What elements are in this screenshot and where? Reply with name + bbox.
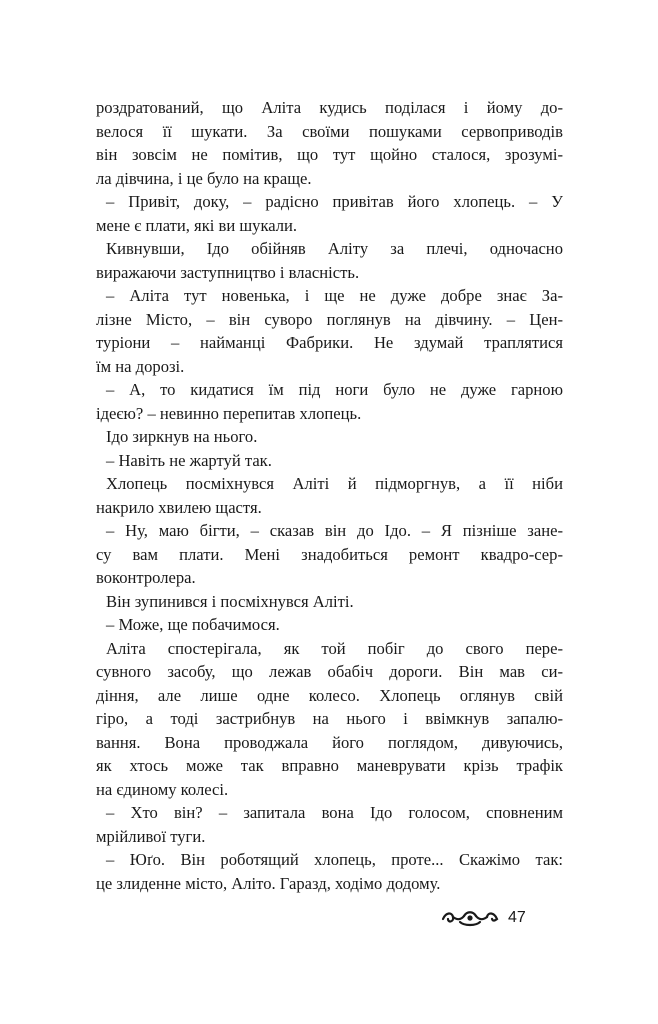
text-line: як хтось може так вправно маневрувати крізь трафік [96, 756, 563, 775]
text-line: ла дівчина, і це було на краще. [96, 168, 312, 188]
text-line: мрійливої туги. [96, 826, 206, 846]
text-line: – Може, ще побачимося. [106, 615, 280, 634]
text-line: роздратований, що Аліта кудись поділася і йому до- [96, 98, 563, 117]
text-line: вання. Вона проводжала його поглядом, дивуючись, [96, 732, 563, 752]
text-line: діння, але лише одне колесо. Хлопець оглянув свій [96, 685, 563, 705]
text-line: ідеєю? – невинно перепитав хлопець. [96, 403, 362, 423]
page-footer [440, 906, 540, 930]
page-number: 47 [508, 909, 526, 926]
text-line: на єдиному колесі. [96, 779, 229, 799]
text-line: він зовсім не помітив, що тут щойно сталося, зрозумі- [96, 145, 563, 164]
text-line: су вам плати. Мені знадобиться ремонт квадро-сер- [96, 544, 563, 564]
text-line: виражаючи заступництво і власність. [96, 262, 360, 282]
text-line: лізне Місто, – він суворо поглянув на дівчину. – Цен- [96, 309, 563, 329]
text-line: – Ну, маю бігти, – сказав він до Ідо. – Я пізніше зане- [106, 521, 563, 540]
text-line: – А, то кидатися їм під ноги було не дуже гарною [106, 380, 563, 399]
text-line: Хлопець посміхнувся Аліті й підморгнув, а її ніби [106, 474, 563, 493]
text-line: накрило хвилею щастя. [96, 497, 262, 517]
text-line: – Навіть не жартуй так. [106, 450, 272, 470]
body-text [96, 96, 563, 895]
text-line: – Аліта тут новенька, і ще не дуже добре знає За- [106, 286, 563, 305]
text-line: Ідо зиркнув на нього. [106, 427, 258, 446]
ornament-icon [440, 908, 500, 928]
text-line: воконтролера. [96, 568, 196, 587]
text-line: – Хто він? – запитала вона Ідо голосом, сповненим [106, 803, 563, 822]
text-line: Кивнувши, Ідо обійняв Аліту за плечі, одночасно [106, 239, 563, 258]
text-line: туріони – найманці Фабрики. Не здумай траплятися [96, 333, 563, 352]
text-line: гіро, а тоді застрибнув на нього і ввімкнув запалю- [96, 709, 563, 728]
text-line: Аліта спостерігала, як той побіг до свого пере- [106, 638, 563, 658]
text-line: їм на дорозі. [96, 356, 185, 376]
text-line: сувного засобу, що лежав обабіч дороги. Він мав си- [96, 662, 563, 681]
text-line: – Привіт, доку, – радісно привітав його хлопець. – У [106, 192, 563, 211]
text-line: велося її шукати. За своїми пошуками сервоприводів [96, 121, 563, 141]
text-line: мене є плати, які ви шукали. [96, 215, 298, 235]
text-line: це злиденне місто, Аліто. Гаразд, ходімо додому. [96, 873, 441, 893]
text-line: – Юґо. Він роботящий хлопець, проте... Скажімо так: [106, 850, 563, 869]
text-line: Він зупинився і посміхнувся Аліті. [106, 591, 354, 611]
